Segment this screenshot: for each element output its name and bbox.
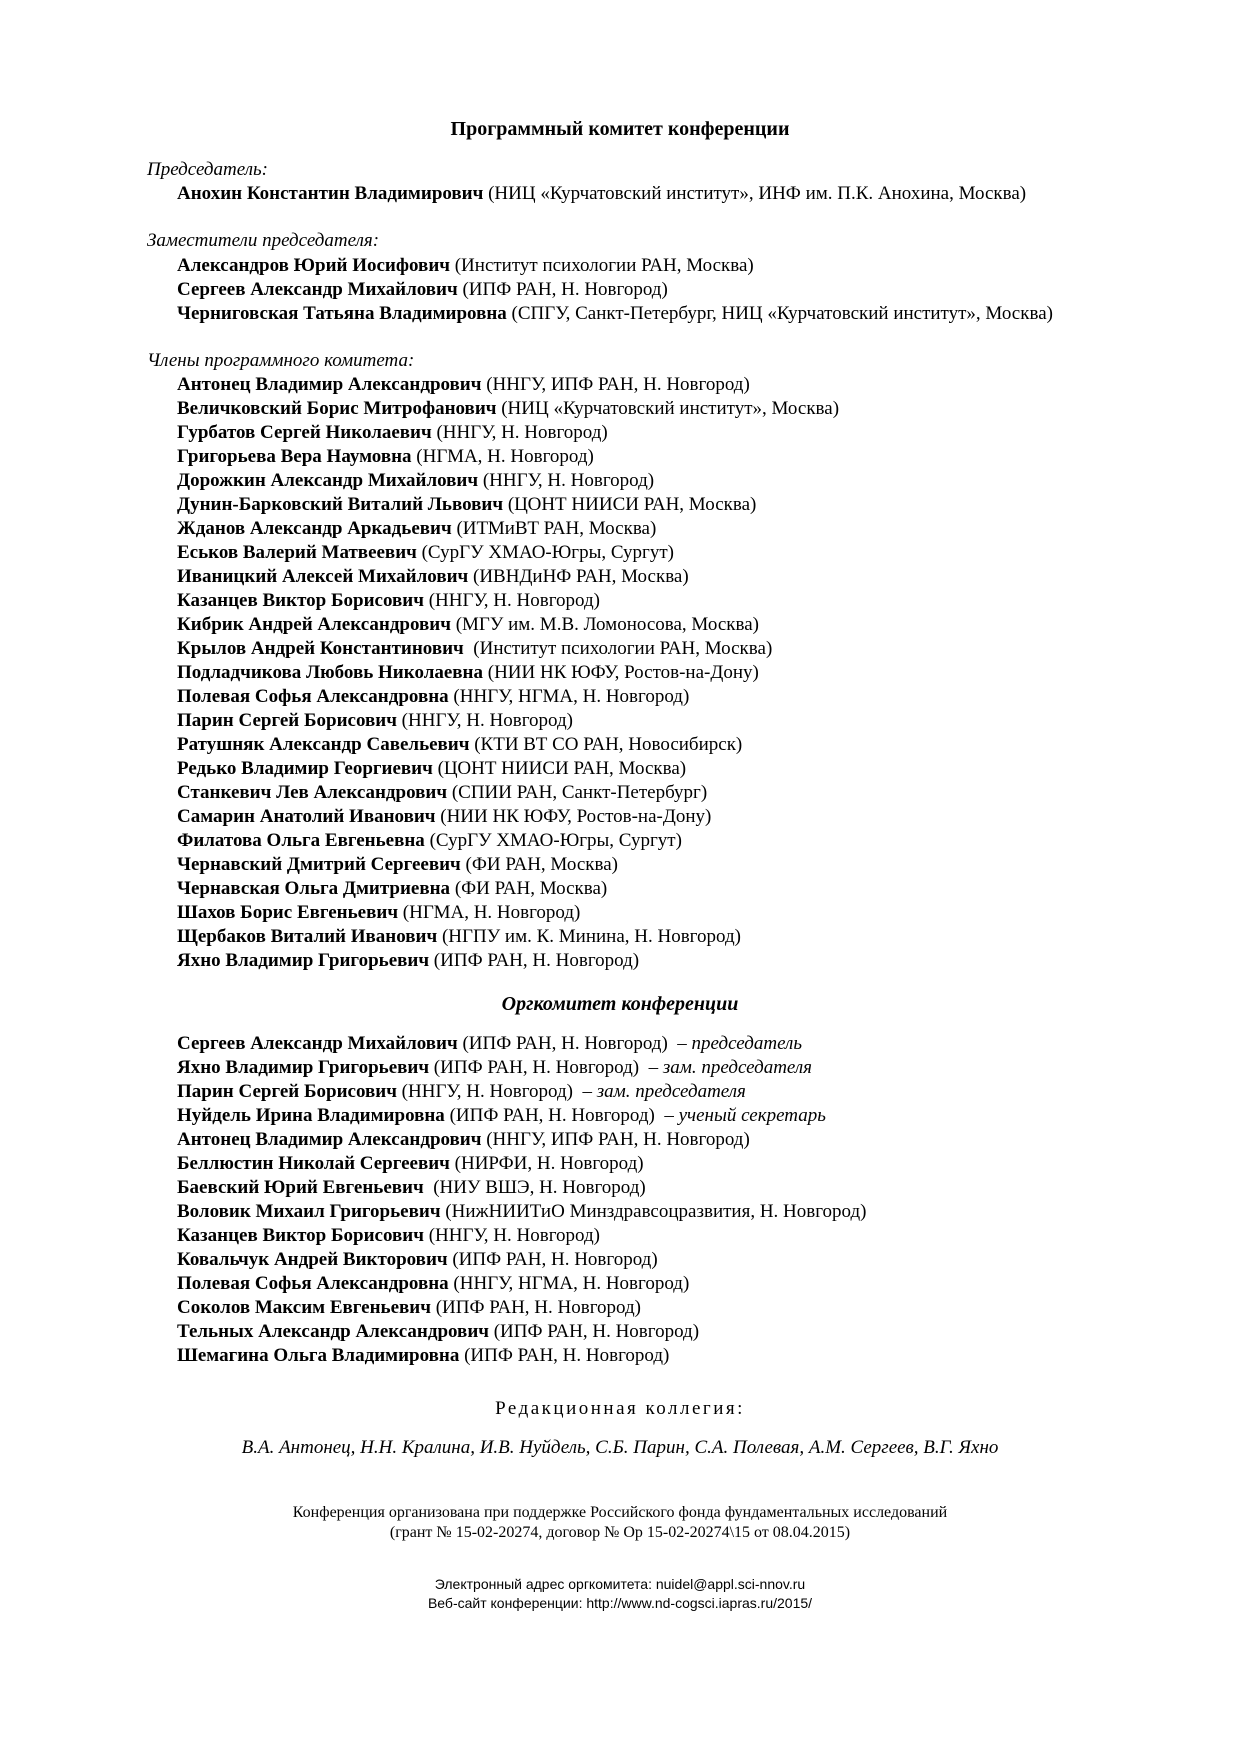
member-entry	[177, 469, 654, 493]
person-name: Беллюстин Николай Сергеевич	[177, 1153, 450, 1174]
person-name: Крылов Андрей Константинович	[177, 638, 464, 659]
person-name: Соколов Максим Евгеньевич	[177, 1297, 431, 1318]
person-name: Полевая Софья Александровна	[177, 686, 449, 707]
person-name: Жданов Александр Аркадьевич	[177, 518, 452, 539]
person-affiliation: (МГУ им. М.В. Ломоносова, Москва)	[450, 614, 759, 635]
person-affiliation: (Институт психологии РАН, Москва)	[449, 255, 754, 276]
person-role: председатель	[691, 1033, 802, 1054]
person-role: зам. председателя	[596, 1081, 746, 1102]
person-name: Дорожкин Александр Михайлович	[177, 470, 479, 491]
member-entry	[177, 445, 594, 469]
org-member-entry	[177, 1080, 746, 1104]
email-line	[0, 1575, 1240, 1594]
person-affiliation: (НИРФИ, Н. Новгород)	[449, 1153, 644, 1174]
person-affiliation: (ФИ РАН, Москва)	[450, 878, 608, 899]
person-affiliation: (ИПФ РАН, Н. Новгород) –	[444, 1105, 679, 1126]
person-name: Щербаков Виталий Иванович	[177, 926, 438, 947]
person-affiliation: (НГМА, Н. Новгород)	[411, 446, 594, 467]
org-member-entry	[177, 1344, 669, 1368]
person-name: Казанцев Виктор Борисович	[177, 590, 424, 611]
person-name: Григорьева Вера Наумовна	[177, 446, 412, 467]
org-member-entry	[177, 1272, 689, 1296]
member-entry	[177, 565, 689, 589]
org-member-entry	[177, 1248, 658, 1272]
person-affiliation: (НГМА, Н. Новгород)	[398, 902, 581, 923]
person-name: Парин Сергей Борисович	[177, 710, 397, 731]
org-member-entry	[177, 1320, 699, 1344]
deputy-entry	[177, 302, 1097, 326]
person-affiliation: (ИПФ РАН, Н. Новгород) –	[429, 1057, 663, 1078]
person-name: Нуйдель Ирина Владимировна	[177, 1105, 445, 1126]
person-affiliation: (СурГУ ХМАО-Югры, Сургут)	[416, 542, 674, 563]
editorial-board-title: Редакционная коллегия:	[495, 1398, 745, 1419]
member-entry	[177, 829, 682, 853]
person-affiliation: (ННГУ, Н. Новгород)	[423, 590, 600, 611]
person-name: Воловик Михаил Григорьевич	[177, 1201, 441, 1222]
member-entry	[177, 541, 674, 565]
org-member-entry	[177, 1128, 750, 1152]
program-committee-title: Программный комитет конференции	[450, 118, 790, 140]
member-entry	[177, 373, 750, 397]
member-entry	[177, 493, 756, 517]
person-affiliation: (СПГУ, Санкт-Петербург, НИЦ «Курчатовский институт», Москва)	[506, 303, 1053, 324]
member-entry	[177, 661, 759, 685]
org-member-entry	[177, 1104, 826, 1128]
email-link[interactable]: nuidel@appl.sci-nnov.ru	[655, 1576, 806, 1592]
org-member-entry	[177, 1224, 600, 1248]
person-affiliation: (ИПФ РАН, Н. Новгород)	[488, 1321, 700, 1342]
person-affiliation: (ИПФ РАН, Н. Новгород)	[447, 1249, 658, 1270]
person-affiliation: (КТИ ВТ СО РАН, Новосибирск)	[469, 734, 743, 755]
member-entry	[177, 709, 573, 733]
person-name: Гурбатов Сергей Николаевич	[177, 422, 432, 443]
person-role: зам. председателя	[662, 1057, 813, 1078]
person-name: Дунин-Барковский Виталий Львович	[177, 494, 504, 515]
chair-entry	[177, 182, 1097, 206]
person-name: Тельных Александр Александрович	[177, 1321, 489, 1342]
person-affiliation: (НИИ НК ЮФУ, Ростов-на-Дону)	[435, 806, 712, 827]
org-member-entry	[177, 1032, 802, 1056]
person-name: Станкевич Лев Александрович	[177, 782, 448, 803]
person-name: Казанцев Виктор Борисович	[177, 1225, 424, 1246]
member-entry	[177, 613, 759, 637]
person-name: Иваницкий Алексей Михайлович	[177, 566, 469, 587]
person-name: Величковский Борис Митрофанович	[177, 398, 497, 419]
person-name: Александров Юрий Иосифович	[177, 255, 450, 276]
person-name: Яхно Владимир Григорьевич	[177, 950, 430, 971]
org-member-entry	[177, 1056, 812, 1080]
website-link[interactable]: http://www.nd-cogsci.iapras.ru/2015/	[586, 1595, 813, 1611]
person-name: Чернавский Дмитрий Сергеевич	[177, 854, 461, 875]
members-label: Члены программного комитета:	[147, 350, 415, 371]
website-label: Веб-сайт конференции:	[427, 1595, 587, 1611]
chair-label: Председатель:	[147, 159, 268, 180]
person-name: Редько Владимир Георгиевич	[177, 758, 433, 779]
deputies-label: Заместители председателя:	[147, 230, 380, 251]
person-name: Филатова Ольга Евгеньевна	[177, 830, 425, 851]
org-member-entry	[177, 1176, 646, 1200]
person-role: ученый секретарь	[678, 1105, 826, 1126]
person-affiliation: (ИПФ РАН, Н. Новгород)	[429, 950, 640, 971]
member-entry	[177, 421, 608, 445]
deputy-entry	[177, 254, 754, 278]
person-name: Шемагина Ольга Владимировна	[177, 1345, 460, 1366]
person-affiliation: (ННГУ, Н. Новгород)	[396, 710, 573, 731]
person-name: Черниговская Татьяна Владимировна	[177, 303, 507, 324]
person-affiliation: (ИТМиВТ РАН, Москва)	[451, 518, 657, 539]
person-affiliation: (ННГУ, Н. Новгород) –	[396, 1081, 597, 1102]
person-affiliation: (ИПФ РАН, Н. Новгород)	[457, 279, 668, 300]
support-line-1: Конференция организована при поддержке Российского фонда фундаментальных исследований	[292, 1504, 948, 1521]
person-affiliation: (ННГУ, НГМА, Н. Новгород)	[448, 686, 690, 707]
organizing-committee-title: Оргкомитет конференции	[501, 993, 739, 1015]
person-name: Яхно Владимир Григорьевич	[177, 1057, 430, 1078]
person-affiliation: (ЦОНТ НИИСИ РАН, Москва)	[432, 758, 687, 779]
person-name: Еськов Валерий Матвеевич	[177, 542, 417, 563]
person-name: Сергеев Александр Михайлович	[177, 279, 458, 300]
org-member-entry	[177, 1200, 867, 1224]
deputy-entry	[177, 278, 668, 302]
support-line-2: (грант № 15-02-20274, договор № Ор 15-02-20274\15 от 08.04.2015)	[389, 1524, 851, 1541]
person-name: Ратушняк Александр Савельевич	[177, 734, 470, 755]
person-affiliation: (ЦОНТ НИИСИ РАН, Москва)	[503, 494, 757, 515]
editorial-board-names: В.А. Антонец, Н.Н. Кралина, И.В. Нуйдель, С.Б. Парин, С.А. Полевая, А.М. Сергеев, В.Г. Яхно	[241, 1437, 999, 1458]
person-affiliation: (ННГУ, НГМА, Н. Новгород)	[448, 1273, 690, 1294]
person-affiliation: (ИПФ РАН, Н. Новгород)	[459, 1345, 670, 1366]
member-entry	[177, 757, 686, 781]
person-name: Антонец Владимир Александрович	[177, 374, 482, 395]
member-entry	[177, 949, 639, 973]
member-entry	[177, 637, 772, 661]
member-entry	[177, 781, 707, 805]
member-entry	[177, 805, 711, 829]
person-name: Сергеев Александр Михайлович	[177, 1033, 458, 1054]
member-entry	[177, 589, 600, 613]
person-name: Шахов Борис Евгеньевич	[177, 902, 399, 923]
member-entry	[177, 925, 741, 949]
person-name: Баевский Юрий Евгеньевич	[177, 1177, 424, 1198]
person-affiliation: (ННГУ, ИПФ РАН, Н. Новгород)	[481, 1129, 750, 1150]
person-affiliation: (ННГУ, ИПФ РАН, Н. Новгород)	[481, 374, 750, 395]
member-entry	[177, 733, 742, 757]
person-affiliation: (Институт психологии РАН, Москва)	[463, 638, 773, 659]
person-name: Анохин Константин Владимирович	[177, 183, 484, 204]
person-affiliation: (НИИ НК ЮФУ, Ростов-на-Дону)	[483, 662, 759, 683]
person-name: Чернавская Ольга Дмитриевна	[177, 878, 451, 899]
person-affiliation: (ННГУ, Н. Новгород)	[423, 1225, 600, 1246]
person-name: Полевая Софья Александровна	[177, 1273, 449, 1294]
member-entry	[177, 853, 618, 877]
person-affiliation: (НИУ ВШЭ, Н. Новгород)	[423, 1177, 646, 1198]
person-name: Самарин Анатолий Иванович	[177, 806, 436, 827]
person-affiliation: (НГПУ им. К. Минина, Н. Новгород)	[437, 926, 741, 947]
person-affiliation: (ИПФ РАН, Н. Новгород) –	[457, 1033, 692, 1054]
member-entry	[177, 685, 689, 709]
person-affiliation: (СПИИ РАН, Санкт-Петербург)	[447, 782, 708, 803]
org-member-entry	[177, 1152, 644, 1176]
person-affiliation: (НИЦ «Курчатовский институт», Москва)	[496, 398, 840, 419]
person-affiliation: (НижНИИТиО Минздравсоцразвития, Н. Новгород)	[440, 1201, 867, 1222]
website-line	[0, 1594, 1240, 1613]
person-affiliation: (НИЦ «Курчатовский институт», ИНФ им. П.К. Анохина, Москва)	[483, 183, 1027, 204]
member-entry	[177, 517, 656, 541]
person-affiliation: (СурГУ ХМАО-Югры, Сургут)	[424, 830, 682, 851]
org-member-entry	[177, 1296, 641, 1320]
person-affiliation: (ФИ РАН, Москва)	[460, 854, 618, 875]
member-entry	[177, 877, 607, 901]
person-affiliation: (ИВНДиНФ РАН, Москва)	[468, 566, 689, 587]
person-name: Ковальчук Андрей Викторович	[177, 1249, 448, 1270]
member-entry	[177, 901, 580, 925]
person-name: Антонец Владимир Александрович	[177, 1129, 482, 1150]
person-name: Парин Сергей Борисович	[177, 1081, 397, 1102]
person-affiliation: (ННГУ, Н. Новгород)	[478, 470, 655, 491]
person-name: Кибрик Андрей Александрович	[177, 614, 451, 635]
person-name: Подладчикова Любовь Николаевна	[177, 662, 483, 683]
person-affiliation: (ННГУ, Н. Новгород)	[431, 422, 608, 443]
email-label: Электронный адрес оргкомитета:	[434, 1576, 656, 1592]
person-affiliation: (ИПФ РАН, Н. Новгород)	[430, 1297, 641, 1318]
member-entry	[177, 397, 839, 421]
